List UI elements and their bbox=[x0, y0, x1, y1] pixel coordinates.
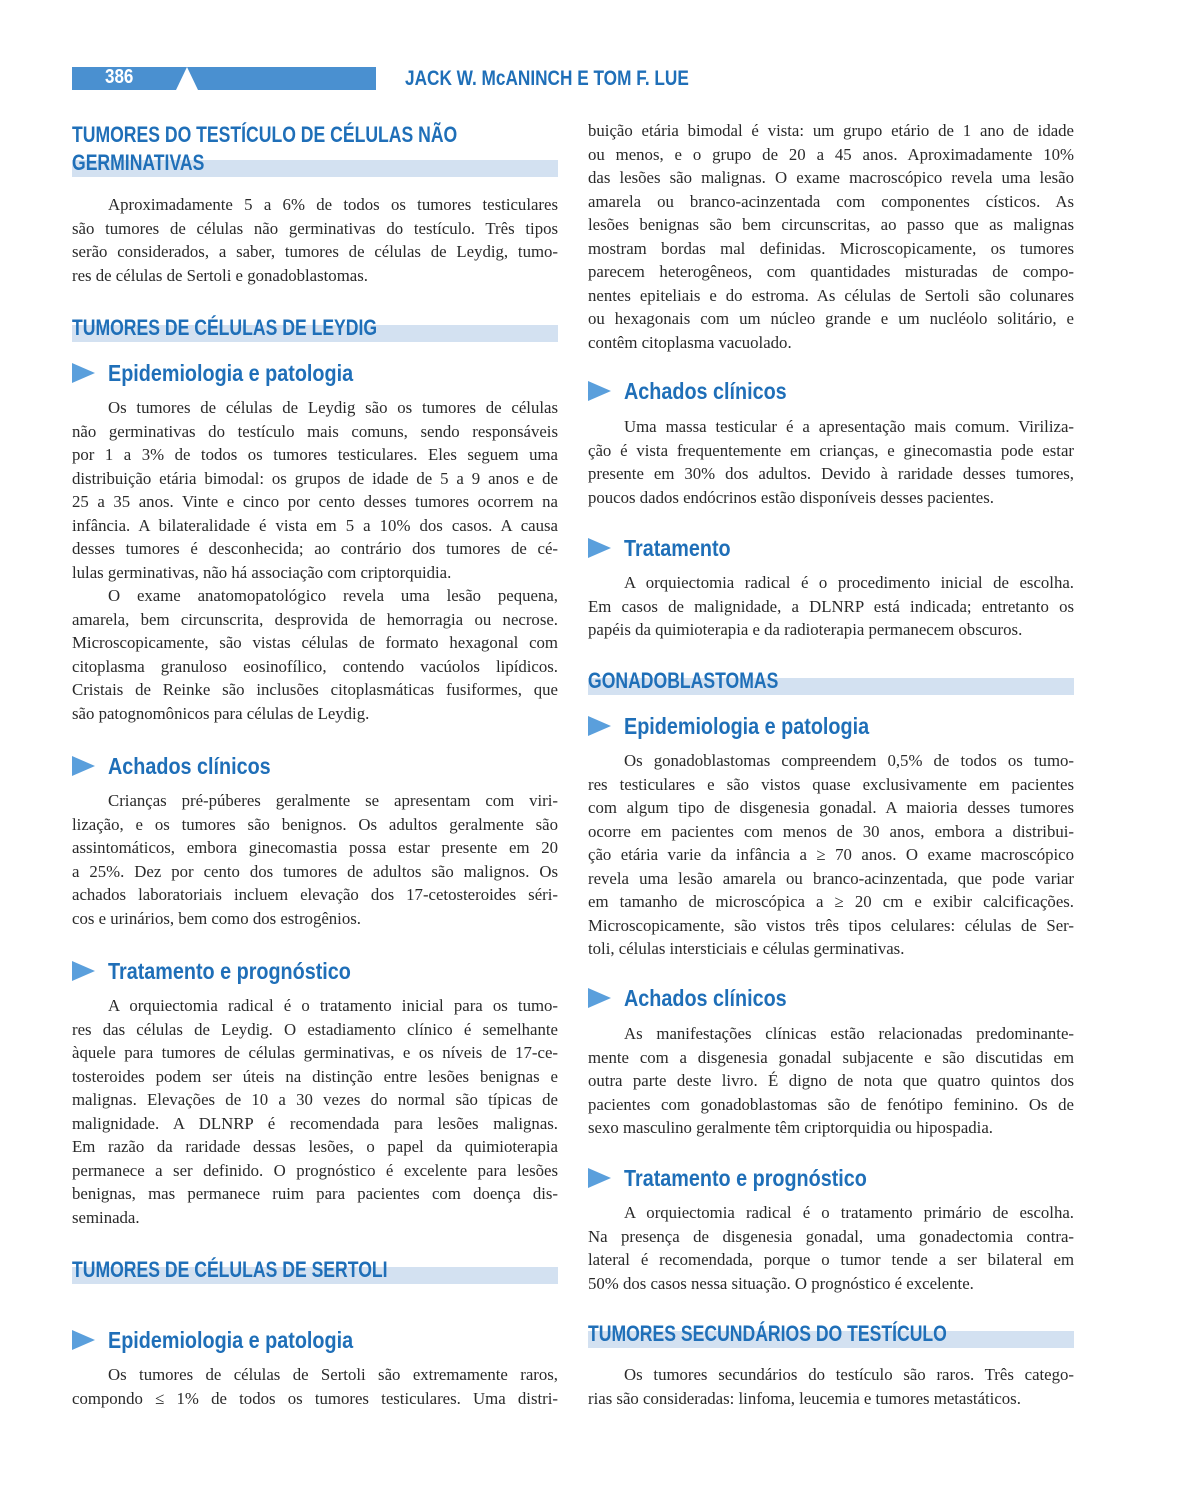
text-line: poucos dados endócrinos estão disponíveis desses pacientes. bbox=[588, 487, 994, 507]
text-line: benignas, mas permanece ruim para pacientes com doença dis- bbox=[72, 1184, 558, 1204]
text-line: ou hexagonais com um núcleo grande e um nucléolo solitário, e bbox=[588, 309, 1074, 329]
text-line: A orquiectomia radical é o procedimento inicial de escolha. bbox=[624, 573, 1074, 593]
arrow-bullet-icon bbox=[588, 1168, 611, 1188]
text-line: tosteroides podem ser úteis na distinção entre lesões benignas e bbox=[72, 1066, 558, 1086]
text-line: nentes epiteliais e do estroma. As células de Sertoli são colunares bbox=[588, 285, 1074, 305]
text-line: mente com a disgenesia gonadal subjacente e são discutidas em bbox=[588, 1047, 1074, 1067]
text-line: permanece a ser definido. O prognóstico é excelente para lesões bbox=[72, 1160, 558, 1180]
text-line: por 1 a 3% de todos os tumores testiculares. Eles seguem uma bbox=[72, 445, 558, 465]
text-line: Em razão da raridade dessas lesões, o papel da quimioterapia bbox=[72, 1137, 558, 1157]
text-line: lateral é recomendada, porque o tumor tende a ser bilateral em bbox=[588, 1250, 1074, 1270]
text-line: amarela ou branco-acinzentada com componentes císticos. As bbox=[588, 191, 1074, 211]
arrow-bullet-icon bbox=[588, 538, 611, 558]
text-line: ção etária varie da infância a ≥ 70 anos. O exame macroscópico bbox=[588, 845, 1074, 865]
subsection-heading: Epidemiologia e patologia bbox=[624, 713, 870, 739]
text-line: Os tumores secundários do testículo são raros. Três catego- bbox=[624, 1365, 1074, 1385]
text-line: outra parte deste livro. É digno de nota que quatro quintos dos bbox=[588, 1071, 1074, 1091]
text-line: A orquiectomia radical é o tratamento inicial para os tumo- bbox=[108, 996, 558, 1016]
arrow-bullet-icon bbox=[588, 716, 611, 736]
arrow-bullet-icon bbox=[72, 1330, 95, 1350]
text-line: Os tumores de células de Sertoli são extremamente raros, bbox=[108, 1365, 558, 1385]
arrow-bullet-icon bbox=[588, 988, 611, 1008]
section-heading: TUMORES DE CÉLULAS DE SERTOLI bbox=[72, 1257, 388, 1282]
text-line: seminada. bbox=[72, 1207, 140, 1227]
text-line: ou menos, e o grupo de 20 a 45 anos. Aproximadamente 10% bbox=[588, 144, 1074, 164]
text-line: res de células de Sertoli e gonadoblastomas. bbox=[72, 265, 368, 285]
arrow-bullet-icon bbox=[588, 381, 611, 401]
text-line: achados laboratoriais incluem elevação dos 17-cetosteroides séri- bbox=[72, 885, 558, 905]
text-line: infância. A bilateralidade é vista em 5 a 10% dos casos. A causa bbox=[72, 515, 558, 535]
text-line: parecem heterogêneos, com quantidades misturadas de compo- bbox=[588, 262, 1074, 282]
section-heading: TUMORES DE CÉLULAS DE LEYDIG bbox=[72, 315, 378, 340]
text-line: pacientes com gonadoblastomas são de fenótipo feminino. Os de bbox=[588, 1094, 1074, 1114]
text-line: A orquiectomia radical é o tratamento primário de escolha. bbox=[624, 1203, 1074, 1223]
subsection-heading: Achados clínicos bbox=[624, 378, 787, 404]
text-line: a 25%. Dez por cento dos tumores de adultos são malignos. Os bbox=[72, 861, 558, 881]
text-line: das lesões são malignas. O exame macroscópico revela uma lesão bbox=[588, 168, 1074, 188]
text-line: àquele para tumores de células germinativas, e os níveis de 17-ce- bbox=[72, 1043, 558, 1063]
section-heading: GONADOBLASTOMAS bbox=[588, 668, 779, 693]
subsection-heading: Achados clínicos bbox=[624, 985, 787, 1011]
text-line: malignas. Elevações de 10 a 30 vezes do normal são típicas de bbox=[72, 1090, 558, 1110]
text-line: presente em 30% dos adultos. Devido à raridade desses tumores, bbox=[588, 464, 1074, 484]
text-line: Crianças pré-púberes geralmente se apresentam com viri- bbox=[108, 791, 558, 811]
text-line: O exame anatomopatológico revela uma lesão pequena, bbox=[108, 586, 558, 606]
text-line: 25 a 35 anos. Vinte e cinco por cento desses tumores ocorrem na bbox=[72, 492, 558, 512]
text-line: As manifestações clínicas estão relacionadas predominante- bbox=[624, 1024, 1074, 1044]
text-line: são tumores de células não germinativas do testículo. Três tipos bbox=[72, 218, 558, 238]
text-line: toli, células intersticiais e células germinativas. bbox=[588, 939, 905, 959]
page-number: 386 bbox=[105, 66, 134, 88]
text-line: não germinativas do testículo mais comuns, sendo responsáveis bbox=[72, 421, 558, 441]
subsection-heading: Tratamento e prognóstico bbox=[624, 1165, 867, 1191]
text-line: malignidade. A DLNRP é recomendada para lesões malignas. bbox=[72, 1113, 558, 1133]
text-line: sexo masculino geralmente têm criptorquidia ou hipospadia. bbox=[588, 1118, 993, 1138]
text-line: Os tumores de células de Leydig são os tumores de células bbox=[108, 398, 558, 418]
arrow-bullet-icon bbox=[72, 961, 95, 981]
subsection-heading: Tratamento bbox=[624, 535, 731, 561]
text-line: amarela, bem circunscrita, desprovida de hemorragia ou necrose. bbox=[72, 609, 558, 629]
arrow-bullet-icon bbox=[72, 363, 95, 383]
text-line: são patognomônicos para células de Leydig. bbox=[72, 703, 370, 723]
text-line: lulas germinativas, não há associação com criptorquidia. bbox=[72, 562, 452, 582]
subsection-heading: Achados clínicos bbox=[108, 753, 271, 779]
section-heading: TUMORES SECUNDÁRIOS DO TESTÍCULO bbox=[588, 1321, 947, 1346]
text-line: mostram bordas mal definidas. Microscopicamente, os tumores bbox=[588, 238, 1074, 258]
subsection-heading: Tratamento e prognóstico bbox=[108, 958, 351, 984]
text-line: Microscopicamente, são vistos três tipos celulares: células de Ser- bbox=[588, 915, 1074, 935]
text-line: Em casos de malignidade, a DLNRP está indicada; entretanto os bbox=[588, 596, 1074, 616]
header-notch bbox=[176, 67, 198, 90]
text-line: Na presença de disgenesia gonadal, uma gonadectomia contra- bbox=[588, 1226, 1074, 1246]
running-header-authors: JACK W. McANINCH E TOM F. LUE bbox=[405, 67, 689, 90]
text-line: Microscopicamente, são vistas células de formato hexagonal com bbox=[72, 633, 558, 653]
subsection-heading: Epidemiologia e patologia bbox=[108, 360, 354, 386]
text-line: citoplasma granuloso eosinofílico, contendo vacúolos lipídicos. bbox=[72, 656, 558, 676]
text-line: rias são consideradas: linfoma, leucemia e tumores metastáticos. bbox=[588, 1388, 1021, 1408]
section-heading: TUMORES DO TESTÍCULO DE CÉLULAS NÃO bbox=[72, 122, 458, 147]
text-line: Aproximadamente 5 a 6% de todos os tumores testiculares bbox=[108, 195, 558, 215]
text-line: lização, e os tumores são benignos. Os adultos geralmente são bbox=[72, 814, 558, 834]
text-line: ção é vista frequentemente em crianças, e ginecomastia pode estar bbox=[588, 440, 1074, 460]
text-line: 50% dos casos nessa situação. O prognóstico é excelente. bbox=[588, 1273, 974, 1293]
text-line: lesões benignas são bem circunscritas, ao passo que as malignas bbox=[588, 215, 1074, 235]
section-heading: GERMINATIVAS bbox=[72, 150, 205, 175]
text-line: Uma massa testicular é a apresentação mais comum. Viriliza- bbox=[624, 417, 1074, 437]
text-line: cos e urinários, bem como dos estrogênios. bbox=[72, 908, 361, 928]
arrow-bullet-icon bbox=[72, 756, 95, 776]
text-line: Cristais de Reinke são inclusões citoplasmáticas fusiformes, que bbox=[72, 680, 558, 700]
text-line: contêm citoplasma vacuolado. bbox=[588, 332, 792, 352]
text-line: compondo ≤ 1% de todos os tumores testiculares. Uma distri- bbox=[72, 1388, 558, 1408]
text-line: ocorre em pacientes com menos de 30 anos, embora a distribui- bbox=[588, 821, 1074, 841]
subsection-heading: Epidemiologia e patologia bbox=[108, 1327, 354, 1353]
text-line: em tamanho de microscópica a ≥ 20 cm e exibir calcificações. bbox=[588, 892, 1074, 912]
text-line: res das células de Leydig. O estadiamento clínico é semelhante bbox=[72, 1019, 558, 1039]
text-line: Os gonadoblastomas compreendem 0,5% de todos os tumo- bbox=[624, 751, 1074, 771]
text-line: papéis da quimioterapia e da radioterapia permanecem obscuros. bbox=[588, 620, 1023, 640]
text-line: buição etária bimodal é vista: um grupo etário de 1 ano de idade bbox=[588, 121, 1074, 141]
text-line: distribuição etária bimodal: os grupos de idade de 5 a 9 anos e de bbox=[72, 468, 558, 488]
text-line: com algum tipo de disgenesia gonadal. A maioria desses tumores bbox=[588, 798, 1074, 818]
text-line: res testiculares e são vistos quase exclusivamente em pacientes bbox=[588, 774, 1074, 794]
text-line: desses tumores é desconhecida; ao contrário dos tumores de cé- bbox=[72, 539, 558, 559]
text-line: serão considerados, a saber, tumores de células de Leydig, tumo- bbox=[72, 242, 558, 262]
text-line: revela uma lesão amarela ou branco-acinzentada, que pode variar bbox=[588, 868, 1074, 888]
text-line: assintomáticos, embora ginecomastia possa estar presente em 20 bbox=[72, 838, 558, 858]
